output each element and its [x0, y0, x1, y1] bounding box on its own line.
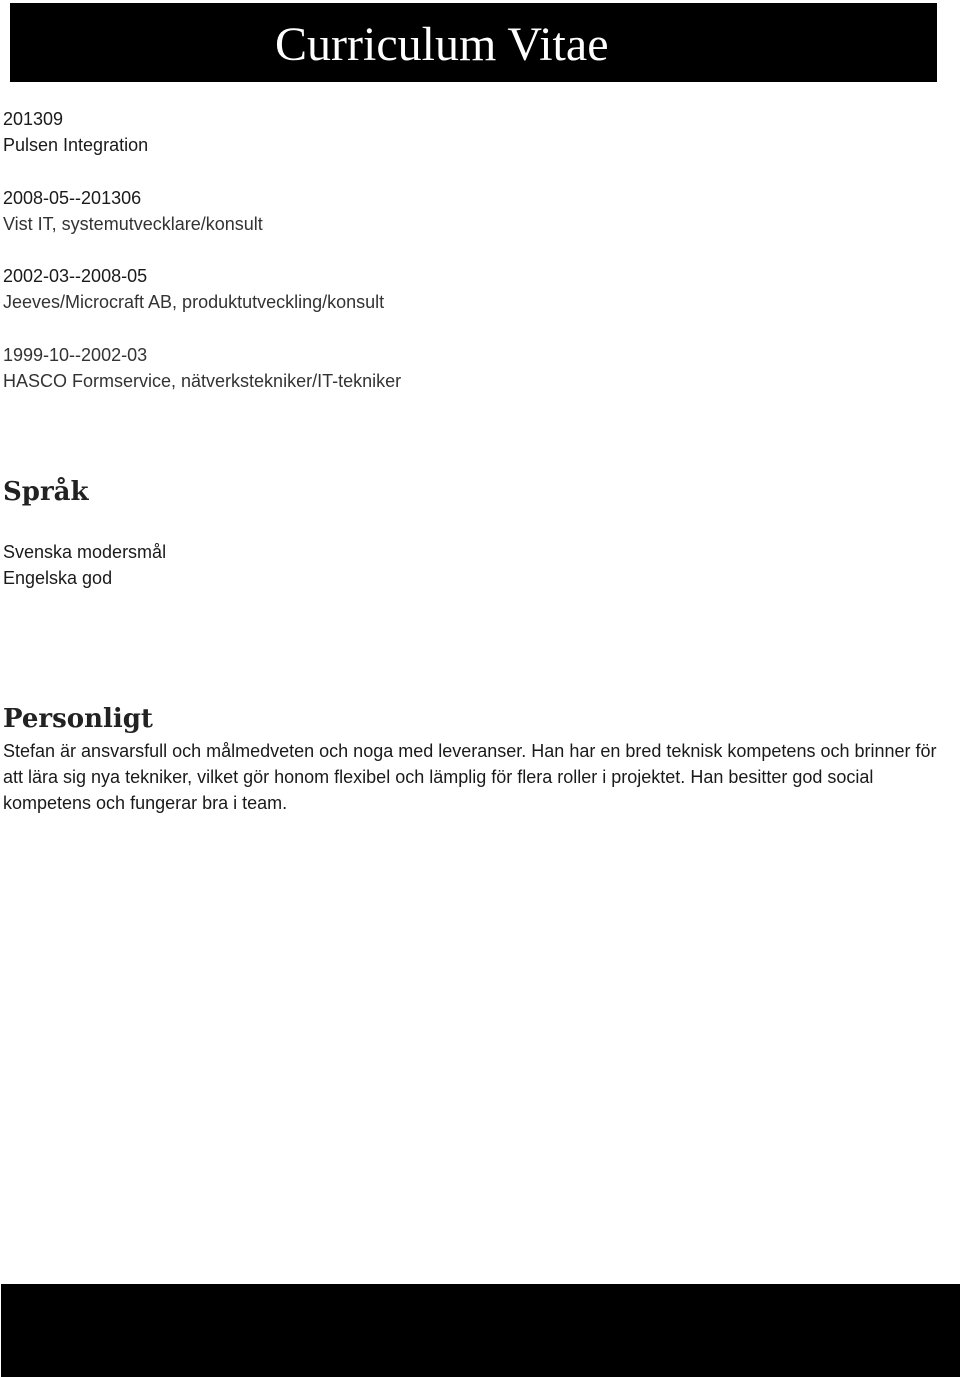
languages-list — [3, 539, 166, 591]
experience-entry — [3, 342, 943, 421]
experience-period: 2002-03--2008-05 — [3, 266, 148, 286]
experience-entry — [3, 263, 943, 342]
document-title: Curriculum Vitae — [275, 18, 609, 71]
personal-heading: Personligt — [3, 704, 153, 734]
experience-entry — [3, 106, 943, 185]
experience-role: Jeeves/Microcraft AB, produktutveckling/konsult — [3, 292, 385, 312]
languages-heading: Språk — [3, 477, 89, 507]
experience-role: HASCO Formservice, nätverkstekniker/IT-tekniker — [3, 370, 402, 391]
experience-role: Pulsen Integration — [3, 135, 149, 155]
footer-bar — [1, 1284, 960, 1377]
experience-role: Vist IT, systemutvecklare/konsult — [3, 213, 263, 234]
header-bar — [10, 3, 937, 82]
experience-section — [3, 106, 943, 420]
experience-period: 201309 — [3, 109, 64, 129]
experience-period: 1999-10--2002-03 — [3, 344, 148, 365]
experience-entry — [3, 185, 943, 264]
language-item: Engelska god — [3, 568, 113, 588]
language-item: Svenska modersmål — [3, 542, 167, 562]
experience-period: 2008-05--201306 — [3, 187, 142, 208]
personal-description: Stefan är ansvarsfull och målmedveten och noga med leveranser. Han har en bred teknisk kompetens och brinner för att lära sig nya tekniker, vilket gör honom flexibel och lämplig för flera roller i projektet. Han besitter god social kompetens och fungerar bra i team. — [3, 741, 937, 813]
